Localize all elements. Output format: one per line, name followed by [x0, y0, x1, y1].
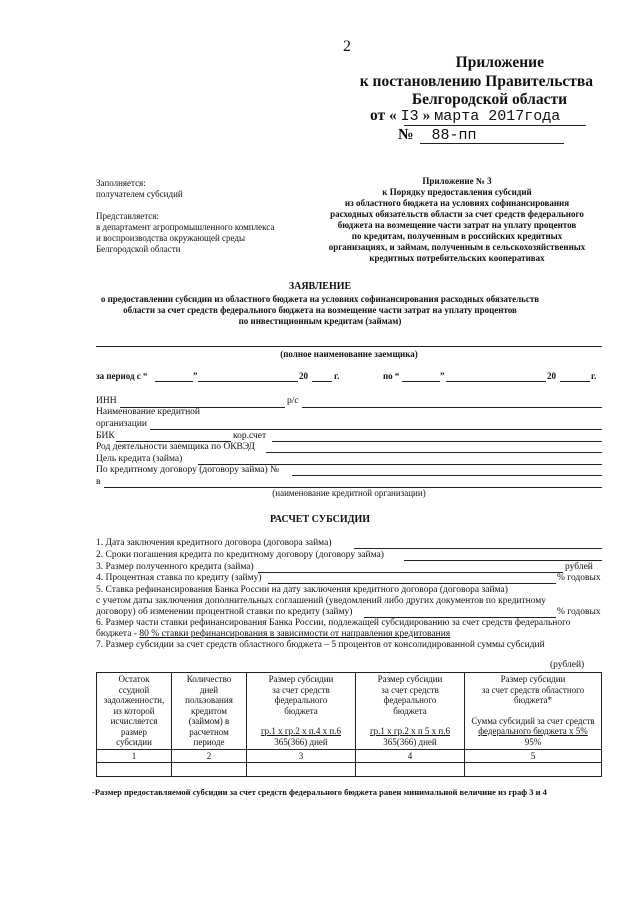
statement-line-2: области за счет средств федерального бюджета на возмещение части затрат на уплату процентов [123, 305, 517, 315]
header-appendix: Приложение [455, 54, 544, 71]
purpose-label: Цель кредита (займа) [96, 454, 183, 464]
year-label: 20 [299, 371, 308, 381]
org-caption: (наименование кредитной организации) [272, 488, 426, 498]
submit-line-2: и воспроизводства окружающей среды [96, 233, 246, 243]
footnote: -Размер предоставляемой субсидии за счет средств федерального бюджета равен минимальной величине из граф 3 и 4 [92, 787, 547, 797]
appendix-line: по кредитам, полученным в российских кредитных [351, 231, 563, 241]
calc-item-5a: 5. Ставка рефинансирования Банка России на дату заключения кредитного договора (договора займа) [96, 585, 508, 595]
appendix-title: Приложение № 3 [422, 176, 492, 186]
calc-item-4: 4. Процентная ставка по кредиту (займу) [96, 573, 262, 583]
appendix-line: кредитных потребительских кооперативах [369, 253, 545, 263]
number-value: 88-пп [431, 127, 477, 144]
appendix-line: расходных обязательств области за счет средств федерального [330, 209, 584, 219]
appendix-line: к Порядку предоставления субсидий [382, 187, 532, 197]
org-label-1: Наименование кредитной [96, 407, 201, 417]
calc-item-6b: бюджета - 80 % ставки рефинансирования в зависимости от направления кредитования [96, 629, 451, 639]
submit-line-3: Белгородской области [96, 244, 181, 254]
subsidy-table [96, 672, 602, 777]
header-decree: к постановлению Правительства [359, 73, 593, 90]
inn-label: ИНН [96, 396, 117, 406]
period-to: по “ [383, 371, 400, 381]
header-date: от « I3 » марта 2017года [370, 107, 561, 125]
in-label: в [96, 477, 101, 487]
calc-item-4-unit: % годовых [557, 573, 601, 583]
page-number: 2 [343, 38, 351, 55]
calc-item-5-unit: % годовых [557, 607, 601, 617]
appendix-line: бюджета на возмещение части затрат на уплату процентов [337, 220, 577, 230]
calc-item-5c: договору) об изменении процентной ставки по кредиту (займу) [96, 607, 353, 617]
statement-line-1: о предоставлении субсидии из областного бюджета на условиях софинансирования расходных обязательств [100, 294, 540, 304]
statement-line-3: по инвестиционным кредитам (займам) [238, 316, 402, 326]
submit-line-1: в департамент агропромышленного комплекса [96, 222, 275, 232]
okved-label: Род деятельности заемщика по ОКВЭД [96, 442, 255, 452]
contract-label: По кредитному договору (договору займа) № [96, 465, 280, 475]
calc-item-3-unit: рублей [565, 562, 593, 572]
calc-item-5b: с учетом даты заключения дополнительных соглашений (уведомлений либо других документов по кредитному [96, 596, 547, 606]
calc-title: РАСЧЕТ СУБСИДИИ [269, 514, 371, 525]
org-label-2: организации [96, 419, 148, 429]
col-header-federal-a: Размер субсидии за счет средств федерального бюджета гр.1 х гр.2 х п.4 х п.6 365(366) дней [247, 673, 356, 750]
calc-item-6a: 6. Размер части ставки рефинансирования Банка России, подлежащей субсидированию за счет средств федерального [96, 618, 571, 628]
fill-label: Заполняется: [96, 178, 146, 188]
fill-who: получателем субсидий [96, 189, 183, 199]
appendix-line: организациях, и займам, полученным в сельскохозяйственных [328, 242, 586, 252]
col-header-federal-b: Размер субсидии за счет средств федерального бюджета гр.1 х гр.2 х п 5 х п.6 365(366) дней [356, 673, 465, 750]
col-header-balance: Остаток ссудной задолженности, из которой исчисляется размер субсидии [97, 673, 172, 750]
period-from: за период с “ [96, 371, 148, 381]
calc-item-3: 3. Размер полученного кредита (займа) [96, 562, 254, 572]
table-row [97, 763, 602, 777]
col-header-days: Количество дней пользования кредитом (займом) в расчетном периоде [172, 673, 247, 750]
calc-item-2: 2. Сроки погашения кредита по кредитному договору (договору займа) [96, 550, 384, 560]
rs-label: р/с [287, 396, 299, 406]
rubles-label: (рублей) [550, 660, 585, 670]
statement-title: ЗАЯВЛЕНИЕ [288, 281, 352, 292]
date-day: I3 [400, 108, 419, 125]
col-header-regional: Размер субсидии за счет средств областного бюджета* Сумма субсидий за счет средств федерального бюджета х 5% 95% [465, 673, 602, 750]
calc-item-1: 1. Дата заключения кредитного договора (договора займа) [96, 538, 332, 548]
table-number-row: 1 2 3 4 5 [97, 749, 602, 763]
appendix-line: из областного бюджета на условиях софинансирования [344, 198, 570, 208]
calc-item-7: 7. Размер субсидии за счет средств областного бюджета – 5 процентов от консолидированной суммы субсидий [96, 640, 545, 650]
table-header-row [97, 673, 602, 750]
header-region: Белгородской области [411, 91, 567, 108]
borrower-caption: (полное наименование заемщика) [280, 349, 418, 359]
bik-label: БИК [96, 431, 115, 441]
submit-label: Представляется: [96, 211, 159, 221]
date-rest: марта 2017года [434, 108, 561, 125]
ks-label: кор.счет [233, 431, 267, 441]
header-number: № 88-пп [398, 126, 477, 144]
